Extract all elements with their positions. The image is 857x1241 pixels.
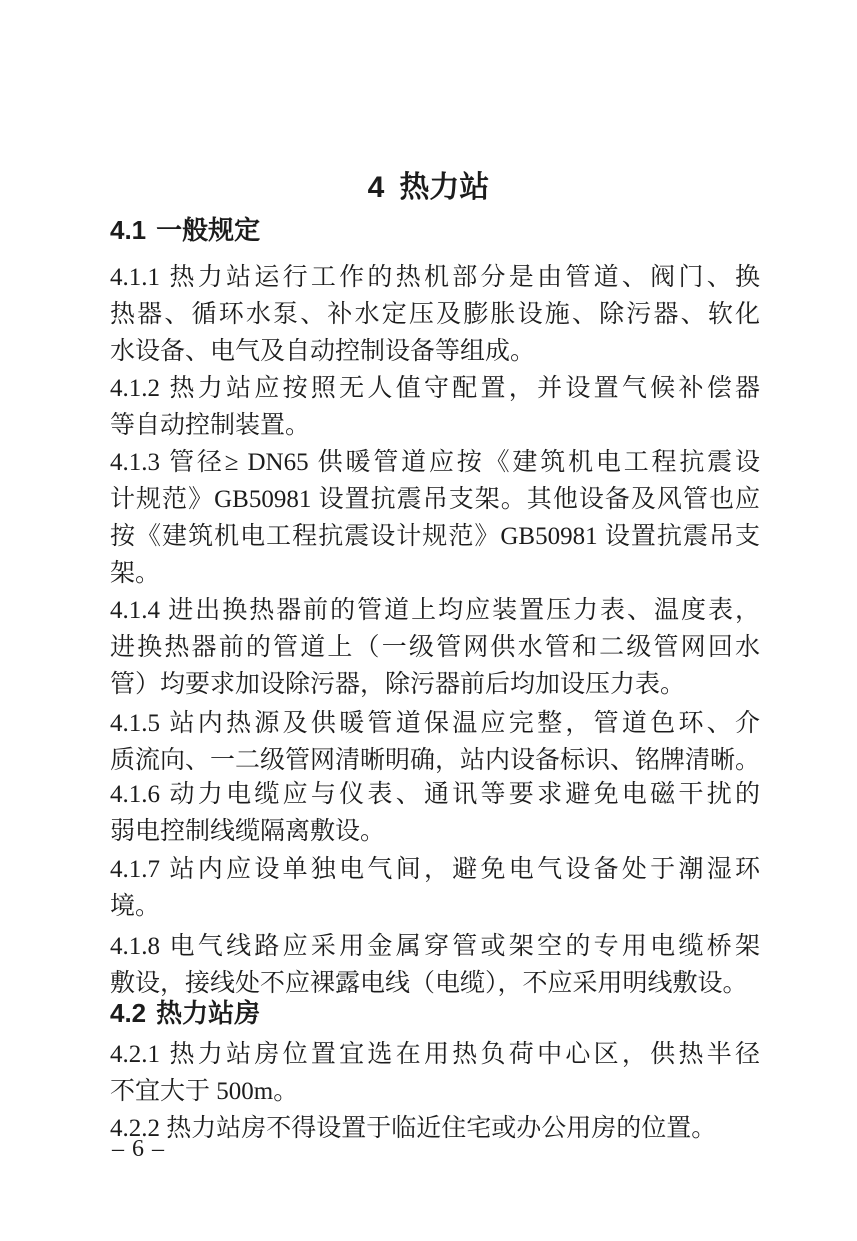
clause-4-1-3: [110, 444, 760, 592]
text-line: 4.1.7 站内应设单独电气间，避免电气设备处于潮湿环: [110, 856, 760, 883]
text-line: 按《建筑机电工程抗震设计规范》GB50981 设置抗震吊支: [110, 523, 760, 550]
text-line: 不宜大于 500m。: [110, 1078, 299, 1105]
text-line: 4.2.2 热力站房不得设置于临近住宅或办公用房的位置。: [110, 1115, 717, 1142]
clause-4-1-8: [110, 928, 760, 1002]
clause-4-2-1: [110, 1036, 760, 1110]
clause-4-1-6: [110, 776, 760, 850]
clause-4-1-5: [110, 705, 760, 779]
chapter-title-text: 热力站: [399, 171, 490, 205]
text-line: 进换热器前的管道上（一级管网供水管和二级管网回水: [110, 634, 760, 661]
clause-4-2-2: [110, 1110, 760, 1147]
text-line: 4.1.5 站内热源及供暖管道保温应完整，管道色环、介: [110, 710, 760, 737]
section-number: 4.2: [110, 997, 147, 1028]
chapter-number: 4: [367, 171, 385, 205]
page-number: – 6 –: [112, 1136, 165, 1162]
text-line: 质流向、一二级管网清晰明确，站内设备标识、铭牌清晰。: [110, 747, 761, 774]
text-line: 4.1.8 电气线路应采用金属穿管或架空的专用电缆桥架: [110, 933, 760, 960]
text-line: 管）均要求加设除污器，除污器前后均加设压力表。: [110, 671, 686, 698]
text-line: 4.2.1 热力站房位置宜选在用热负荷中心区，供热半径: [110, 1041, 760, 1068]
text-line: 计规范》GB50981 设置抗震吊支架。其他设备及风管也应: [110, 486, 760, 513]
clause-4-1-2: [110, 370, 760, 444]
text-line: 热器、循环水泵、补水定压及膨胀设施、除污器、软化: [110, 301, 760, 328]
clause-4-1-4: [110, 592, 760, 703]
section-heading-4-1: [110, 214, 260, 246]
section-number: 4.1: [110, 214, 147, 245]
text-line: 敷设，接线处不应裸露电线（电缆），不应采用明线敷设。: [110, 970, 748, 997]
text-line: 4.1.6 动力电缆应与仪表、通讯等要求避免电磁干扰的: [110, 781, 760, 808]
section-heading-4-2: [110, 997, 260, 1029]
text-line: 4.1.3 管径≥ DN65 供暖管道应按《建筑机电工程抗震设: [110, 449, 760, 476]
chapter-title: [0, 170, 857, 206]
section-heading-text: 一般规定: [156, 214, 261, 245]
text-line: 等自动控制装置。: [110, 412, 311, 439]
section-heading-text: 热力站房: [156, 997, 261, 1028]
text-line: 境。: [110, 893, 161, 920]
clause-4-1-7: [110, 851, 760, 925]
text-line: 弱电控制线缆隔离敷设。: [110, 818, 386, 845]
text-line: 架。: [110, 560, 161, 587]
text-line: 4.1.1 热力站运行工作的热机部分是由管道、阀门、换: [110, 264, 760, 291]
text-line: 水设备、电气及自动控制设备等组成。: [110, 338, 536, 365]
text-line: 4.1.2 热力站应按照无人值守配置，并设置气候补偿器: [110, 375, 760, 402]
text-line: 4.1.4 进出换热器前的管道上均应装置压力表、温度表，: [110, 597, 760, 624]
clause-4-1-1: [110, 259, 760, 370]
